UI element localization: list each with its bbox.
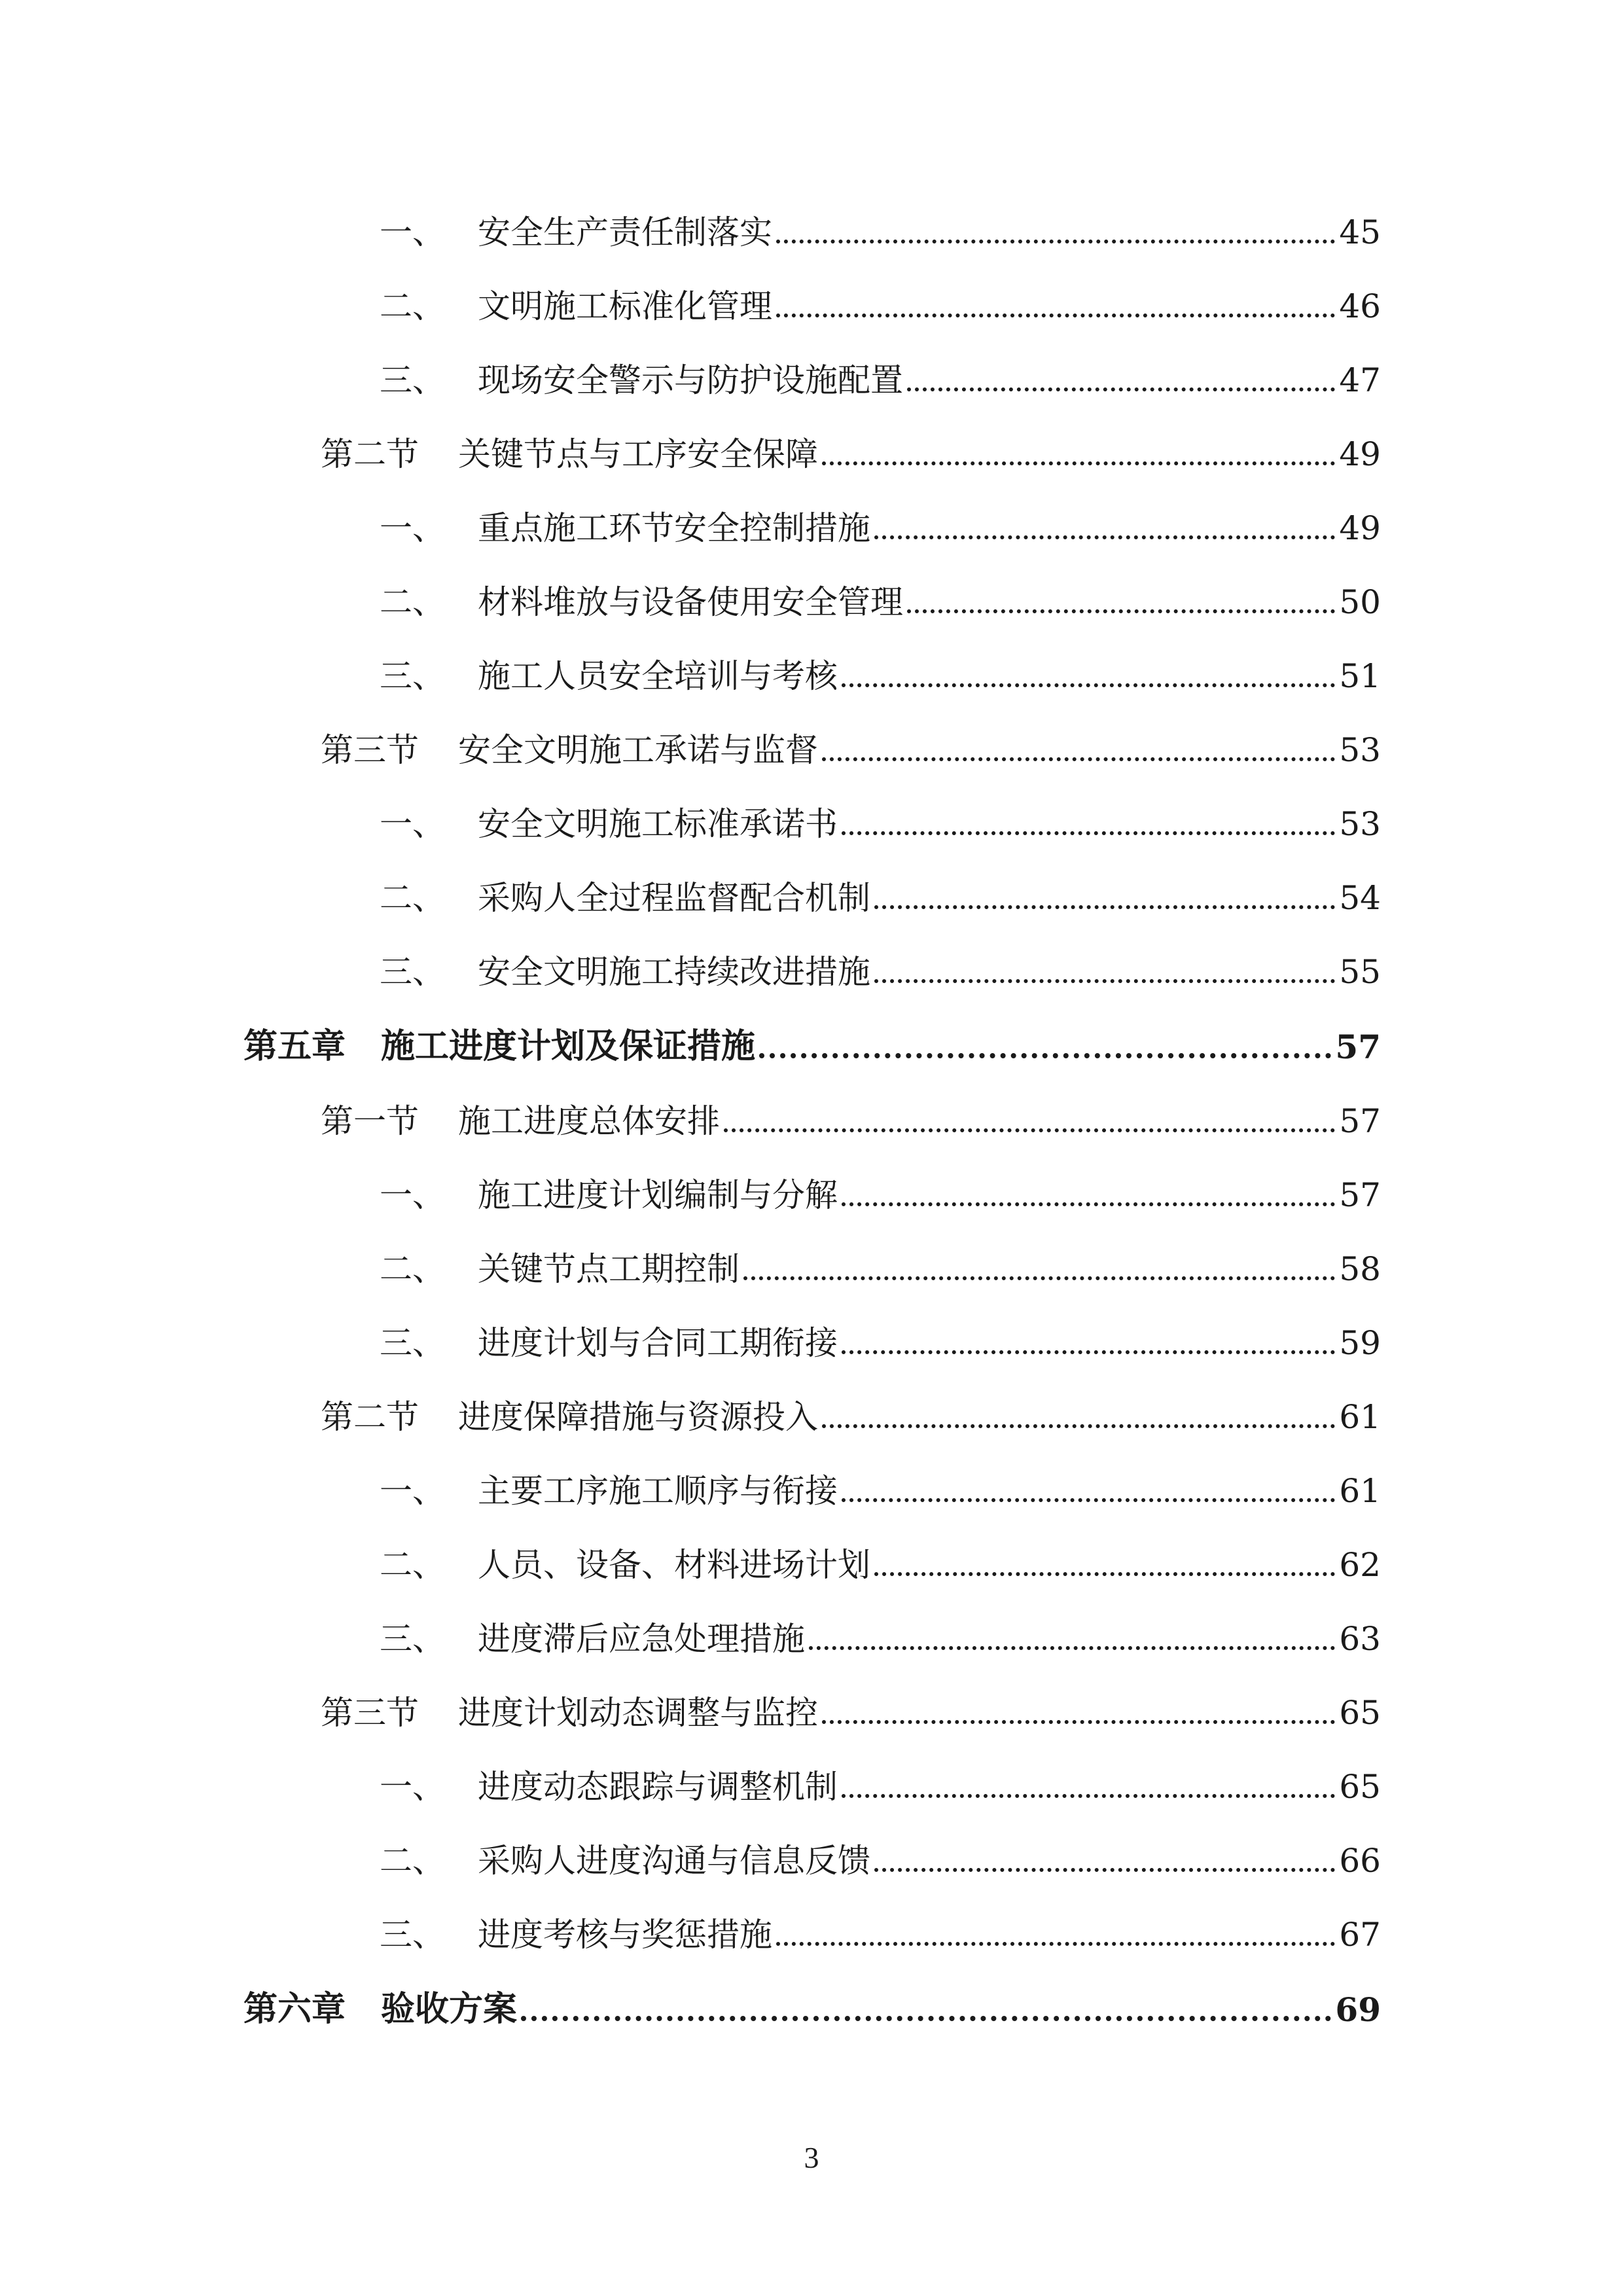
toc-entry[interactable] bbox=[380, 936, 1381, 991]
toc-dot-leader bbox=[842, 1794, 1335, 1798]
toc-entry-page: 55 bbox=[1339, 953, 1381, 991]
toc-entry-number: 二、 bbox=[380, 287, 445, 325]
toc-dot-leader bbox=[842, 831, 1335, 835]
toc-entry-title: 安全文明施工持续改进措施 bbox=[478, 953, 870, 991]
toc-entry[interactable] bbox=[380, 1529, 1381, 1584]
toc-dot-leader bbox=[874, 905, 1335, 909]
toc-entry-page: 54 bbox=[1339, 879, 1381, 917]
toc-dot-leader bbox=[809, 1646, 1335, 1650]
toc-dot-leader bbox=[874, 1572, 1335, 1576]
toc-entry[interactable] bbox=[321, 418, 1381, 471]
toc-entry-page: 61 bbox=[1339, 1472, 1381, 1510]
toc-dot-leader bbox=[724, 1128, 1335, 1132]
toc-entry[interactable] bbox=[380, 862, 1381, 917]
toc-entry-page: 57 bbox=[1335, 1028, 1381, 1066]
toc-entry-title: 关键节点工期控制 bbox=[478, 1250, 740, 1288]
toc-entry-page: 59 bbox=[1339, 1324, 1381, 1362]
toc-entry-number: 第六章 bbox=[243, 1989, 346, 2029]
toc-entry-number: 二、 bbox=[380, 583, 445, 621]
toc-entry-number: 二、 bbox=[380, 1842, 445, 1880]
toc-entry-title: 施工进度计划及保证措施 bbox=[381, 1026, 756, 1066]
toc-entry[interactable] bbox=[380, 1899, 1381, 1954]
toc-entry-page: 47 bbox=[1339, 361, 1381, 399]
toc-dot-leader bbox=[776, 314, 1335, 317]
toc-entry[interactable] bbox=[380, 1825, 1381, 1880]
toc-entry[interactable] bbox=[380, 196, 1381, 249]
toc-entry-page: 53 bbox=[1339, 731, 1381, 769]
toc-entry-number: 三、 bbox=[380, 1620, 445, 1658]
toc-entry[interactable] bbox=[321, 1381, 1381, 1436]
toc-entry-number: 三、 bbox=[380, 953, 445, 991]
toc-dot-leader bbox=[842, 1202, 1335, 1206]
toc-entry-page: 69 bbox=[1335, 1990, 1381, 2029]
toc-entry-number: 三、 bbox=[380, 1916, 445, 1954]
toc-entry-title: 进度动态跟踪与调整机制 bbox=[478, 1768, 838, 1806]
toc-entry-page: 63 bbox=[1339, 1620, 1381, 1658]
toc-entry[interactable] bbox=[380, 270, 1381, 323]
toc-entry-number: 第五章 bbox=[243, 1026, 346, 1066]
toc-entry[interactable] bbox=[380, 1159, 1381, 1214]
toc-entry-title: 进度计划与合同工期衔接 bbox=[478, 1324, 838, 1362]
toc-entry[interactable] bbox=[380, 788, 1381, 843]
toc-entry-number: 第二节 bbox=[321, 435, 419, 473]
toc-entry[interactable] bbox=[380, 1233, 1381, 1288]
page-number: 3 bbox=[804, 2141, 819, 2174]
toc-entry-title: 材料堆放与设备使用安全管理 bbox=[478, 583, 903, 621]
toc-entry-number: 二、 bbox=[380, 1546, 445, 1584]
toc-entry-title: 重点施工环节安全控制措施 bbox=[478, 509, 870, 547]
toc-dot-leader bbox=[759, 1053, 1331, 1058]
toc-entry-number: 三、 bbox=[380, 361, 445, 399]
toc-entry-number: 三、 bbox=[380, 1324, 445, 1362]
toc-entry-page: 45 bbox=[1339, 213, 1381, 251]
toc-entry[interactable] bbox=[380, 492, 1381, 545]
toc-entry[interactable] bbox=[380, 1603, 1381, 1658]
toc-entry-title: 现场安全警示与防护设施配置 bbox=[478, 361, 903, 399]
toc-entry[interactable] bbox=[380, 1307, 1381, 1362]
toc-entry-number: 二、 bbox=[380, 879, 445, 917]
toc-entry-page: 46 bbox=[1339, 287, 1381, 325]
toc-entry-title: 采购人全过程监督配合机制 bbox=[478, 879, 870, 917]
toc-entry[interactable] bbox=[380, 344, 1381, 397]
toc-entry[interactable] bbox=[321, 1085, 1381, 1138]
toc-entry-page: 51 bbox=[1339, 657, 1381, 695]
toc-entry-number: 二、 bbox=[380, 1250, 445, 1288]
toc-entry-title: 进度保障措施与资源投入 bbox=[458, 1398, 818, 1436]
toc-dot-leader bbox=[874, 1868, 1335, 1872]
toc-dot-leader bbox=[776, 1942, 1335, 1946]
toc-entry-page: 62 bbox=[1339, 1546, 1381, 1584]
toc-entry-page: 49 bbox=[1339, 435, 1381, 473]
toc-dot-leader bbox=[842, 683, 1335, 687]
toc-entry[interactable] bbox=[321, 1677, 1381, 1732]
toc-entry-number: 三、 bbox=[380, 657, 445, 695]
toc-dot-leader bbox=[776, 240, 1335, 243]
toc-dot-leader bbox=[822, 1720, 1335, 1724]
toc-entry-page: 61 bbox=[1339, 1398, 1381, 1436]
toc-entry-number: 第三节 bbox=[321, 731, 419, 769]
toc-entry-page: 66 bbox=[1339, 1842, 1381, 1880]
toc-entry-number: 一、 bbox=[380, 1768, 445, 1806]
toc-entry-title: 文明施工标准化管理 bbox=[478, 287, 772, 325]
toc-entry-number: 一、 bbox=[380, 509, 445, 547]
toc-entry-title: 安全文明施工承诺与监督 bbox=[458, 731, 818, 769]
toc-entry[interactable] bbox=[380, 640, 1381, 695]
toc-entry-title: 验收方案 bbox=[381, 1989, 518, 2029]
toc-entry-page: 58 bbox=[1339, 1250, 1381, 1288]
toc-entry-number: 一、 bbox=[380, 805, 445, 843]
toc-dot-leader bbox=[842, 1350, 1335, 1354]
toc-entry-page: 57 bbox=[1339, 1176, 1381, 1214]
toc-entry-title: 施工进度总体安排 bbox=[458, 1102, 720, 1140]
toc-entry-title: 进度滞后应急处理措施 bbox=[478, 1620, 805, 1658]
toc-entry-number: 第三节 bbox=[321, 1694, 419, 1732]
toc-entry-title: 主要工序施工顺序与衔接 bbox=[478, 1472, 838, 1510]
toc-dot-leader bbox=[874, 979, 1335, 983]
toc-dot-leader bbox=[907, 609, 1335, 613]
toc-entry-title: 安全文明施工标准承诺书 bbox=[478, 805, 838, 843]
toc-dot-leader bbox=[907, 387, 1335, 391]
toc-entry[interactable] bbox=[380, 1455, 1381, 1510]
toc-dot-leader bbox=[874, 535, 1335, 539]
toc-entry-number: 一、 bbox=[380, 1176, 445, 1214]
toc-entry-number: 第二节 bbox=[321, 1398, 419, 1436]
toc-dot-leader bbox=[842, 1498, 1335, 1502]
toc-entry-number: 一、 bbox=[380, 213, 445, 251]
toc-entry-page: 57 bbox=[1339, 1102, 1381, 1140]
toc-entry-number: 一、 bbox=[380, 1472, 445, 1510]
toc-entry[interactable] bbox=[380, 566, 1381, 619]
toc-dot-leader bbox=[822, 1424, 1335, 1428]
toc-entry-title: 关键节点与工序安全保障 bbox=[458, 435, 818, 473]
toc-entry-number: 第一节 bbox=[321, 1102, 419, 1140]
toc-entry-title: 进度计划动态调整与监控 bbox=[458, 1694, 818, 1732]
toc-dot-leader bbox=[521, 2016, 1331, 2021]
toc-entry-title: 人员、设备、材料进场计划 bbox=[478, 1546, 870, 1584]
toc-entry-title: 采购人进度沟通与信息反馈 bbox=[478, 1842, 870, 1880]
toc-entry-page: 49 bbox=[1339, 509, 1381, 547]
toc-entry-title: 施工进度计划编制与分解 bbox=[478, 1176, 838, 1214]
toc-entry-page: 65 bbox=[1339, 1768, 1381, 1806]
toc-entry[interactable] bbox=[321, 714, 1381, 769]
toc-chapter-entry[interactable] bbox=[243, 1974, 1381, 2029]
toc-entry[interactable] bbox=[380, 1751, 1381, 1806]
toc-entry-title: 施工人员安全培训与考核 bbox=[478, 657, 838, 695]
toc-entry-page: 53 bbox=[1339, 805, 1381, 843]
toc-entry-title: 进度考核与奖惩措施 bbox=[478, 1916, 772, 1954]
toc-entry-page: 67 bbox=[1339, 1916, 1381, 1954]
toc-dot-leader bbox=[743, 1276, 1335, 1280]
toc-entry-page: 65 bbox=[1339, 1694, 1381, 1732]
toc-chapter-entry[interactable] bbox=[243, 1011, 1381, 1064]
toc-entry-title: 安全生产责任制落实 bbox=[478, 213, 772, 251]
toc-dot-leader bbox=[822, 461, 1335, 465]
toc-entry-page: 50 bbox=[1339, 583, 1381, 621]
toc-dot-leader bbox=[822, 757, 1335, 761]
